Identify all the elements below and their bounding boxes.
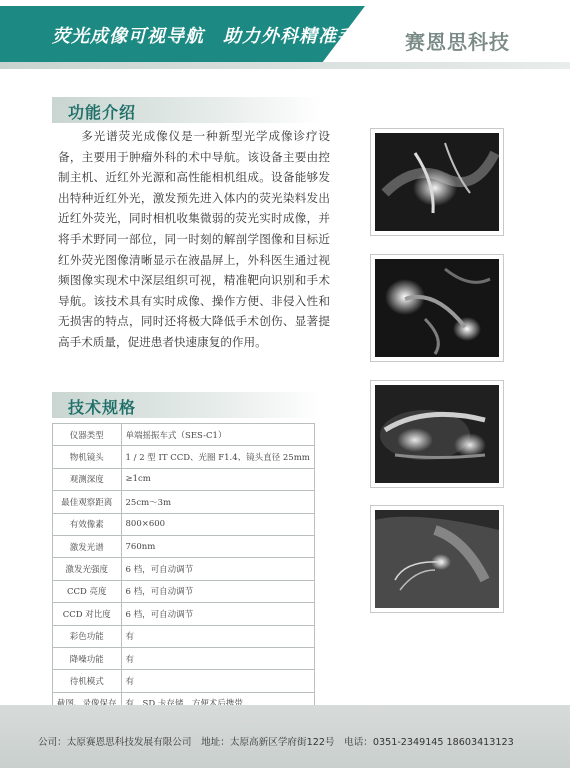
spec-value: 1 / 2 型 IT CCD、光圈 F1.4、镜头直径 25mm (121, 446, 314, 468)
fluorescence-image-4 (370, 505, 504, 613)
spec-key: 激发光谱 (53, 535, 122, 557)
spec-section-header (52, 392, 322, 418)
spec-heading: 技术规格 (68, 398, 137, 417)
page-header (0, 0, 570, 72)
fluorescence-image-3 (370, 380, 504, 488)
table-row (53, 603, 315, 625)
fluorescence-image-2 (370, 254, 504, 362)
intro-heading: 功能介绍 (68, 103, 137, 122)
fluorescence-photo-2 (375, 259, 499, 357)
spec-key: 物机镜头 (53, 446, 122, 468)
table-row (53, 558, 315, 580)
contact-info: 公司：太原赛恩思科技发展有限公司 地址：太原高新区学府街122号 电话：0351-2349145 18603413123 (38, 737, 514, 748)
table-row (53, 647, 315, 669)
spec-key: 仪器类型 (53, 424, 122, 446)
spec-key: 降噪功能 (53, 647, 122, 669)
spec-value: 760nm (121, 535, 314, 557)
spec-value: 6 档，可自动调节 (121, 558, 314, 580)
table-row (53, 535, 315, 557)
spec-value: 有 (121, 670, 314, 692)
table-row (53, 424, 315, 446)
spec-value: 25cm～3m (121, 491, 314, 513)
spec-value: 6 档，可自动调节 (121, 603, 314, 625)
spec-value: ≥1cm (121, 468, 314, 490)
header-divider (0, 62, 570, 69)
table-row (53, 491, 315, 513)
spec-key: 彩色功能 (53, 625, 122, 647)
spec-value: 800×600 (121, 513, 314, 535)
fluorescence-photo-1 (375, 133, 499, 231)
page-title: 荧光成像可视导航 助力外科精准手术 (52, 26, 375, 47)
table-row (53, 468, 315, 490)
table-row (53, 625, 315, 647)
table-row (53, 446, 315, 468)
spec-value: 有 (121, 647, 314, 669)
table-row (53, 670, 315, 692)
page-footer (0, 705, 570, 768)
fluorescence-photo-3 (375, 385, 499, 483)
intro-section-header (52, 97, 322, 123)
intro-paragraph: 多光谱荧光成像仪是一种新型光学成像诊疗设备，主要用于肿瘤外科的术中导航。该设备主要由控制主机、近红外光源和高性能相机组成。设备能够发出特种近红外光，激发预先进入体内的荧光染料发出近红外荧光，同时相机收集微弱的荧光实时成像，并将手术野同一部位，同一时刻的解剖学图像和目标近红外荧光图像清晰显示在液晶屏上，外科医生通过视频图像实现术中深层组织可视，精准靶向识别和手术导航。该技术具有实时成像、操作方便、非侵入性和无损害的特点，同时还将极大降低手术创伤、显著提高手术质量，促进患者快速康复的作用。 (58, 129, 330, 349)
spec-key: 观测深度 (53, 468, 122, 490)
spec-key: 待机模式 (53, 670, 122, 692)
spec-value: 6 档，可自动调节 (121, 580, 314, 602)
spec-table (52, 423, 315, 737)
spec-key: 最佳观察距离 (53, 491, 122, 513)
spec-value: 单端摇振车式（SES-C1） (121, 424, 314, 446)
table-row (53, 513, 315, 535)
spec-key: CCD 亮度 (53, 580, 122, 602)
spec-key: 激发光强度 (53, 558, 122, 580)
fluorescence-photo-4 (375, 510, 499, 608)
spec-key: 有效像素 (53, 513, 122, 535)
brand-logo-text: 赛恩思科技 (405, 30, 510, 54)
fluorescence-image-1 (370, 128, 504, 236)
spec-key: CCD 对比度 (53, 603, 122, 625)
table-row (53, 580, 315, 602)
spec-value: 有 (121, 625, 314, 647)
